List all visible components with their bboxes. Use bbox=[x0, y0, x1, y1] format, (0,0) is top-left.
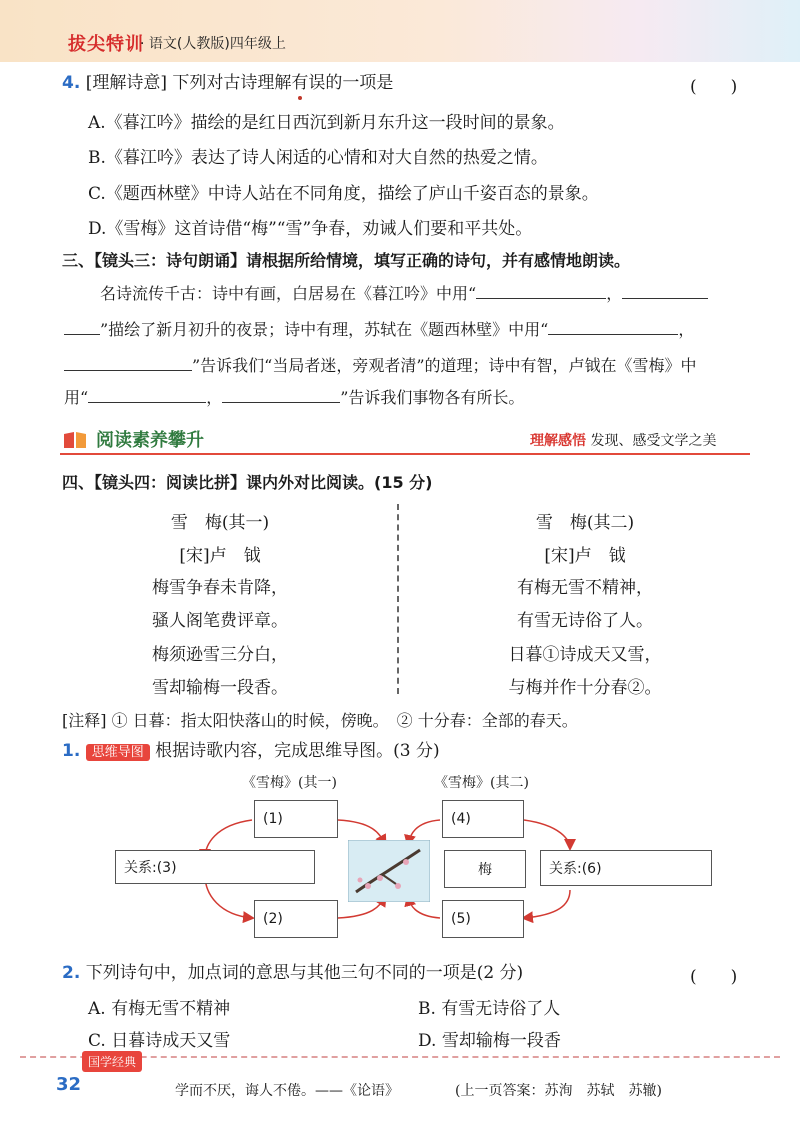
poem-2-line: 有雪无诗俗了人。 bbox=[517, 611, 653, 631]
poem-1-author: [宋]卢 钺 bbox=[179, 546, 261, 566]
question-text: 下列对古诗理解 bbox=[172, 73, 292, 93]
footer-quote: 学而不厌，诲人不倦。——《论语》 bbox=[175, 1083, 399, 1099]
section-3-title: 三、【镜头三：诗句朗诵】请根据所给情境，填写正确的诗句，并有感情地朗读。 bbox=[62, 251, 631, 270]
banner-tag: 理解感悟 bbox=[530, 433, 586, 449]
book-subtitle: · 语文(人教版)四年级上 bbox=[140, 36, 286, 52]
option-a: A. 有梅无雪不精神 bbox=[88, 999, 231, 1019]
poem-1-line: 梅须逊雪三分白， bbox=[152, 645, 288, 665]
answer-bracket[interactable]: ( ) bbox=[690, 77, 738, 97]
question-2 bbox=[62, 960, 523, 986]
poem-2-line: 日暮①诗成天又雪， bbox=[508, 645, 662, 665]
footer-tag: 国学经典 bbox=[82, 1051, 142, 1072]
banner-title: 阅读素养攀升 bbox=[96, 430, 204, 451]
mindmap-tag: 思维导图 bbox=[86, 744, 150, 761]
line-text-end: ”告诉我们事物各有所长。 bbox=[340, 388, 525, 407]
option-d: D.《雪梅》这首诗借“梅”“雪”争春，劝诫人们要和平共处。 bbox=[88, 219, 533, 239]
comma: ， bbox=[606, 284, 623, 303]
question-text: 根据诗歌内容，完成思维导图。(3 分) bbox=[155, 741, 440, 761]
question-text: 下列诗句中，加点词的意思与其他三句不同的一项是(2 分) bbox=[85, 963, 524, 983]
option-d: D. 雪却输梅一段香 bbox=[418, 1031, 561, 1051]
mindmap-box-6[interactable]: 关系:(6) bbox=[540, 850, 712, 886]
mindmap-box-5[interactable]: (5) bbox=[442, 900, 524, 938]
mindmap-box-1[interactable]: (1) bbox=[254, 800, 338, 838]
poem-1-line: 梅雪争春未肯降， bbox=[152, 578, 288, 598]
mindmap-box-2[interactable]: (2) bbox=[254, 900, 338, 938]
mindmap-box-4[interactable]: (4) bbox=[442, 800, 524, 838]
poem-1-title: 雪 梅(其一) bbox=[170, 513, 270, 533]
poem-2-title: 雪 梅(其二) bbox=[535, 513, 635, 533]
mindmap-left-title: 《雪梅》(其一) bbox=[242, 775, 337, 791]
page-number: 32 bbox=[56, 1074, 82, 1095]
poem-2-author: [宋]卢 钺 bbox=[544, 546, 626, 566]
option-c: C.《题西林壁》中诗人站在不同角度，描绘了庐山千姿百态的景象。 bbox=[88, 184, 599, 204]
option-a: A.《暮江吟》描绘的是红日西沉到新月东升这一段时间的景象。 bbox=[88, 113, 565, 133]
poem-2-line: 与梅并作十分春②。 bbox=[508, 678, 662, 698]
question-tag: [理解诗意] bbox=[85, 73, 167, 93]
comma: ， bbox=[206, 388, 223, 407]
question-text-end: 误的一项是 bbox=[308, 73, 394, 93]
line-text: 用“ bbox=[64, 388, 89, 407]
mindmap-center-box: 梅 bbox=[444, 850, 526, 888]
mindmap-right-title: 《雪梅》(其二) bbox=[434, 775, 529, 791]
option-b: B. 有雪无诗俗了人 bbox=[418, 999, 561, 1019]
previous-answer: (上一页答案：苏洵 苏轼 苏辙) bbox=[455, 1083, 662, 1099]
brand-title: 拔尖特训 bbox=[68, 34, 144, 55]
plum-branch-icon bbox=[348, 840, 430, 902]
question-number: 2. bbox=[62, 963, 81, 983]
comma: ， bbox=[678, 320, 695, 339]
annotation-note: [注释] ① 日暮：指太阳快落山的时候，傍晚。 ② 十分春：全部的春天。 bbox=[62, 711, 578, 730]
question-number: 1. bbox=[62, 741, 81, 761]
line-text: 名诗流传千古：诗中有画，白居易在《暮江吟》中用“ bbox=[100, 284, 477, 303]
section-4-title: 四、【镜头四：阅读比拼】课内外对比阅读。(15 分) bbox=[62, 473, 433, 492]
line-text: ”告诉我们“当局者迷，旁观者清”的道理；诗中有智，卢钺在《雪梅》中 bbox=[192, 356, 697, 375]
mindmap-box-3[interactable]: 关系:(3) bbox=[115, 850, 315, 884]
answer-bracket[interactable]: ( ) bbox=[690, 967, 738, 987]
line-text: ”描绘了新月初升的夜景；诗中有理，苏轼在《题西林壁》中用“ bbox=[100, 320, 549, 339]
option-c: C. 日暮诗成天又雪 bbox=[88, 1031, 231, 1051]
emphasis-char: 有 bbox=[291, 73, 309, 93]
option-b: B.《暮江吟》表达了诗人闲适的心情和对大自然的热爱之情。 bbox=[88, 148, 548, 168]
poem-1-line: 雪却输梅一段香。 bbox=[152, 678, 288, 698]
banner-text: 发现、感受文学之美 bbox=[590, 433, 717, 449]
poem-2-line: 有梅无雪不精神， bbox=[517, 578, 653, 598]
question-number: 4. bbox=[62, 73, 81, 93]
poem-1-line: 骚人阁笔费评章。 bbox=[152, 611, 288, 631]
